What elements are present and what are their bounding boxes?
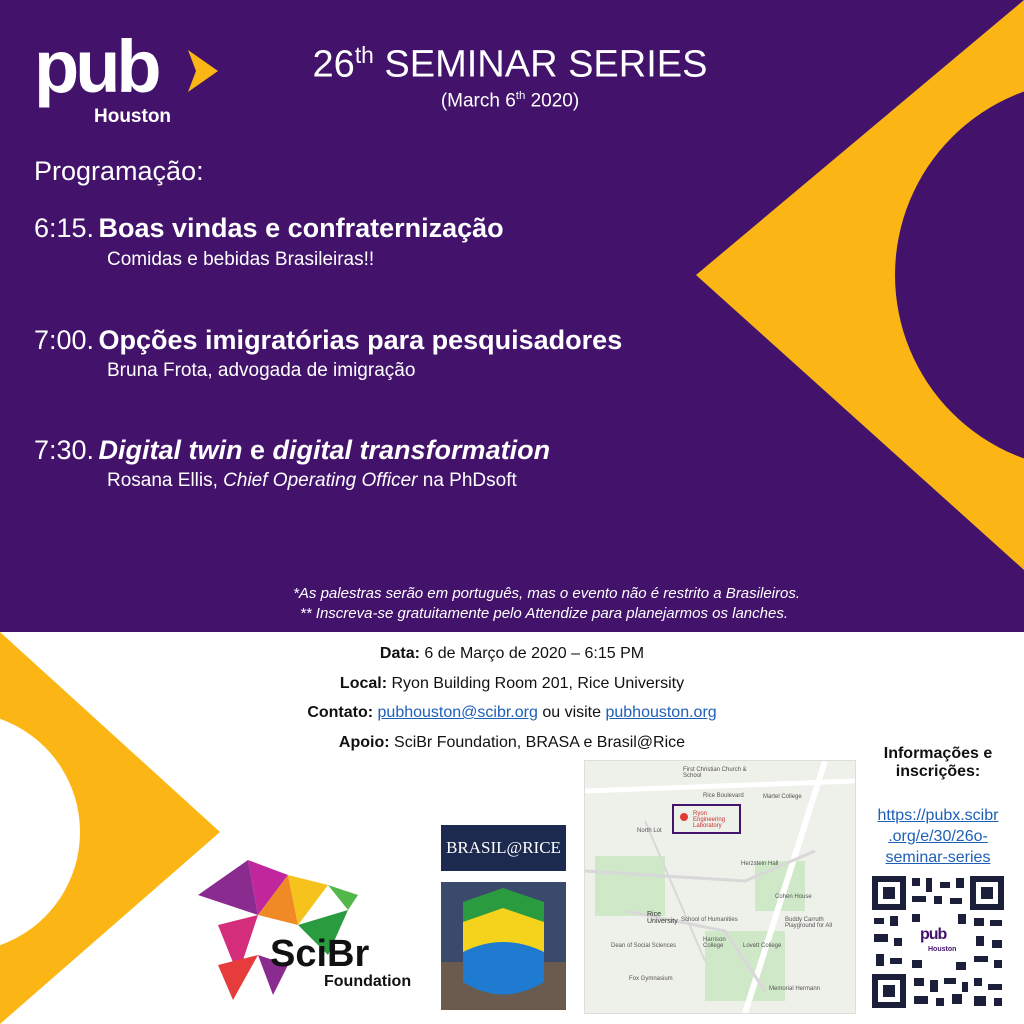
map-label: Ryon Engineering Laboratory [693, 811, 726, 829]
item-title-part: e [242, 435, 273, 465]
pub-houston-logo [34, 25, 234, 130]
map-label: Rice University [647, 911, 678, 925]
item-title-part: digital transformation [272, 435, 551, 465]
item-time: 7:00. [34, 325, 95, 355]
program-heading: Programação: [34, 156, 204, 186]
map-label: Fox Gymnasium [629, 976, 673, 982]
logo-text: pub [34, 25, 158, 108]
brasa-logo [441, 882, 566, 1010]
note-language: *As palestras serão em português, mas o evento não é restrito a Brasileiros. [293, 585, 800, 602]
brasil-rice-logo: BRASIL@RICE [441, 825, 566, 871]
brasa-shield-icon [441, 882, 566, 1010]
map-label: Cohen House [775, 894, 812, 900]
scibr-name: SciBr [270, 933, 370, 975]
map-label: Dean of Social Sciences [611, 943, 677, 949]
map-label: School of Humanities [681, 917, 738, 923]
item-title: Opções imigratórias para pesquisadores [98, 325, 623, 355]
scibr-sub: Foundation [324, 973, 412, 990]
item-subtitle: Comidas e bebidas Brasileiras!! [107, 249, 375, 270]
event-location: Local: Ryon Building Room 201, Rice University [339, 675, 685, 692]
scibr-foundation-logo [178, 855, 428, 1005]
item-time: 7:30. [34, 435, 95, 465]
logo-arrow-icon [184, 46, 224, 96]
page-title: 26th SEMINAR SERIES [312, 42, 708, 86]
map-label: Harrison College [703, 937, 726, 949]
qr-logo-text: pub [920, 926, 947, 943]
event-date-header: (March 6th 2020) [440, 90, 580, 112]
event-sponsors: Apoio: SciBr Foundation, BRASA e Brasil@Rice [338, 734, 686, 751]
item-title: Boas vindas e confraternização [98, 213, 504, 243]
item-title-part: Digital twin [98, 435, 243, 465]
item-subtitle: Rosana Ellis, Chief Operating Officer na PhDsoft [107, 470, 517, 491]
note-registration: ** Inscreva-se gratuitamente pelo Attendize para planejarmos os lanches. [299, 605, 788, 622]
map-label: North Lot [637, 828, 662, 834]
map-label: Memorial Hermann [769, 986, 821, 992]
program-item [34, 325, 622, 356]
contact-email-link[interactable]: pubhouston@scibr.org [377, 704, 538, 721]
qr-code[interactable] [870, 874, 1006, 1010]
map-label: First Christian Church & School [683, 767, 747, 779]
item-time: 6:15. [34, 213, 95, 243]
registration-heading: Informações e inscrições: [883, 745, 993, 780]
event-date: Data: 6 de Março de 2020 – 6:15 PM [379, 645, 645, 662]
qr-logo-city: Houston [928, 946, 957, 953]
logo-city: Houston [94, 106, 172, 127]
map-label: Buddy Carruth Playground for All [785, 917, 833, 929]
map-label: Martel College [763, 794, 802, 800]
registration-link[interactable]: https://pubx.scibr .org/e/30/26o- seminar-series [877, 807, 999, 866]
event-contact: Contato: pubhouston@scibr.org ou visite pubhouston.org [307, 704, 717, 721]
map-label: Lovett College [743, 943, 782, 949]
website-link[interactable]: pubhouston.org [605, 704, 717, 721]
item-subtitle: Bruna Frota, advogada de imigração [107, 360, 416, 381]
program-item [34, 435, 550, 466]
campus-map[interactable] [584, 760, 856, 1014]
map-label: Rice Boulevard [703, 793, 744, 799]
program-item [34, 213, 504, 244]
map-label: Herzstein Hall [741, 861, 779, 867]
